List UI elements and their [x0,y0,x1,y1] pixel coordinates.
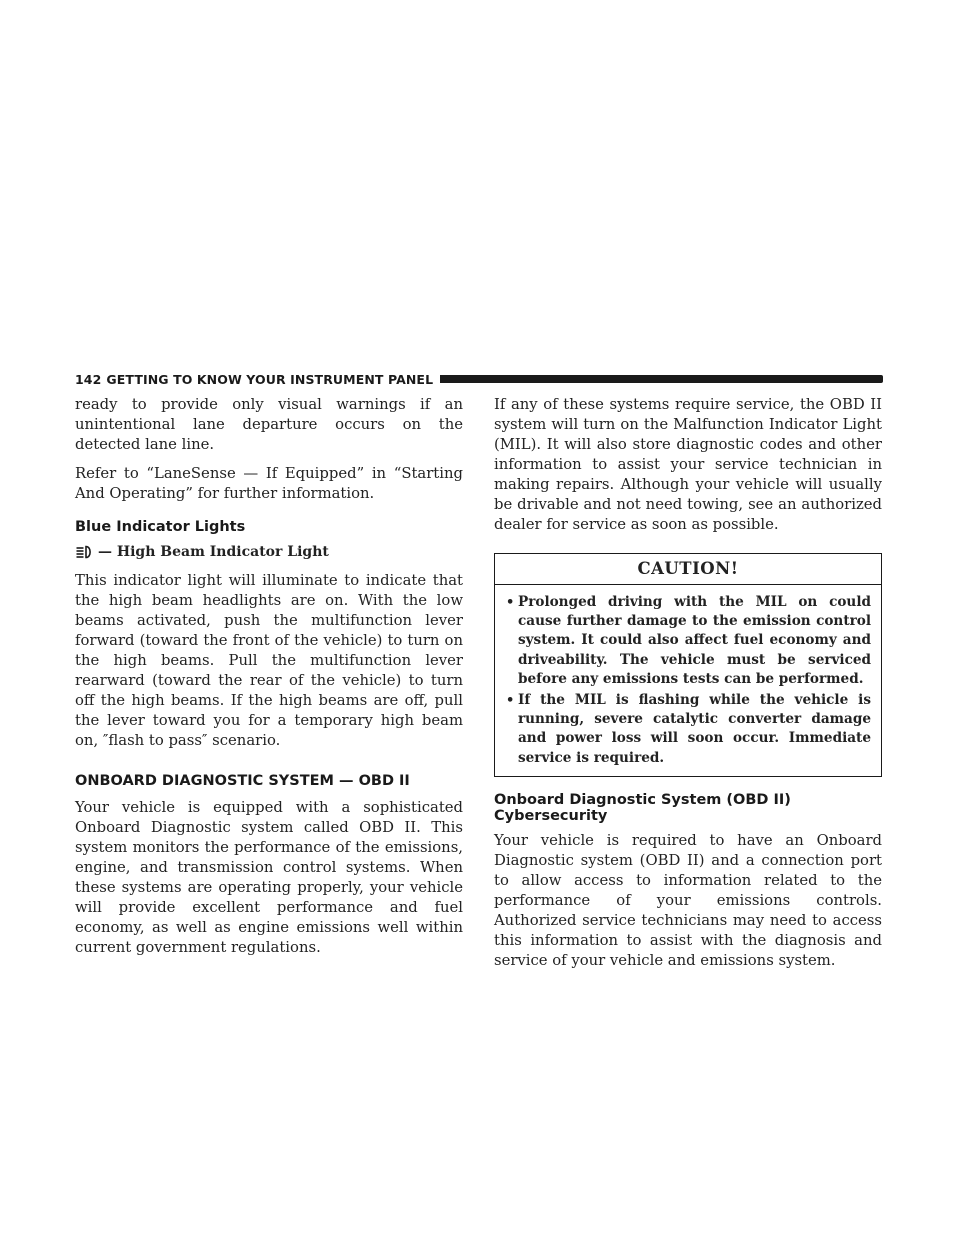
page-header [75,371,883,387]
caution-box [494,553,882,777]
obd-paragraph: Your vehicle is equipped with a sophisticated Onboard Diagnostic system called OBD II. This system monitors the performance of the emissions, engine, and transmission control systems. When these systems are operating properly, your vehicle will provide excellent performance and fuel economy, as well as engine emissions well within current government regulations. [75,799,463,956]
high-beam-label: — High Beam Indicator Light [98,544,329,560]
high-beam-icon [75,545,94,559]
section-title: GETTING TO KNOW YOUR INSTRUMENT PANEL [106,371,434,387]
lanesense-reference-paragraph: Refer to “LaneSense — If Equipped” in “Starting And Operating” for further information. [75,465,463,502]
bullet-icon: • [506,693,515,709]
lanesense-paragraph: ready to provide only visual warnings if an unintentional lane departure occurs on the detected lane line. [75,396,463,453]
left-column [75,395,463,967]
obd-heading: ONBOARD DIAGNOSTIC SYSTEM — OBD II [75,773,410,789]
mil-paragraph: If any of these systems require service, the OBD II system will turn on the Malfunction Indicator Light (MIL). It will also store diagnostic codes and other information to assist your service technician in making repairs. Although your vehicle will usually be drivable and not need towing, see an authorized dealer for service as soon as possible. [494,396,882,533]
blue-indicator-heading: Blue Indicator Lights [75,519,246,535]
cybersecurity-heading: Onboard Diagnostic System (OBD II) Cybersecurity [494,791,791,824]
caution-item: • If the MIL is flashing while the vehicle is running, severe catalytic converter damage and power loss will soon occur. Immediate service is required. [506,691,871,768]
high-beam-indicator-line [75,542,463,562]
right-column [494,395,882,980]
high-beam-paragraph: This indicator light will illuminate to indicate that the high beam headlights are on. With the low beams activated, push the multifunction lever forward (toward the front of the vehicle) to turn on the high beams. Pull the multifunction lever rearward (toward the rear of the vehicle) to turn off the high beams. If the high beams are off, pull the lever toward you for a temporary high beam on, ″flash to pass″ scenario. [75,572,463,749]
caution-body [495,585,881,776]
caution-title: CAUTION! [495,554,881,585]
bullet-icon: • [506,595,515,610]
cybersecurity-paragraph: Your vehicle is required to have an Onboard Diagnostic system (OBD II) and a connection port to allow access to information related to the performance of your emissions controls. Authorized service technicians may need to access this information to assist with the diagnosis and service of your vehicle and emissions system. [494,831,882,969]
page-number: 142 [75,371,102,387]
caution-item: • Prolonged driving with the MIL on could cause further damage to the emission control system. It could also affect fuel economy and driveability. The vehicle must be serviced before any emissions tests can be performed. [506,593,871,689]
header-rule [440,375,883,383]
